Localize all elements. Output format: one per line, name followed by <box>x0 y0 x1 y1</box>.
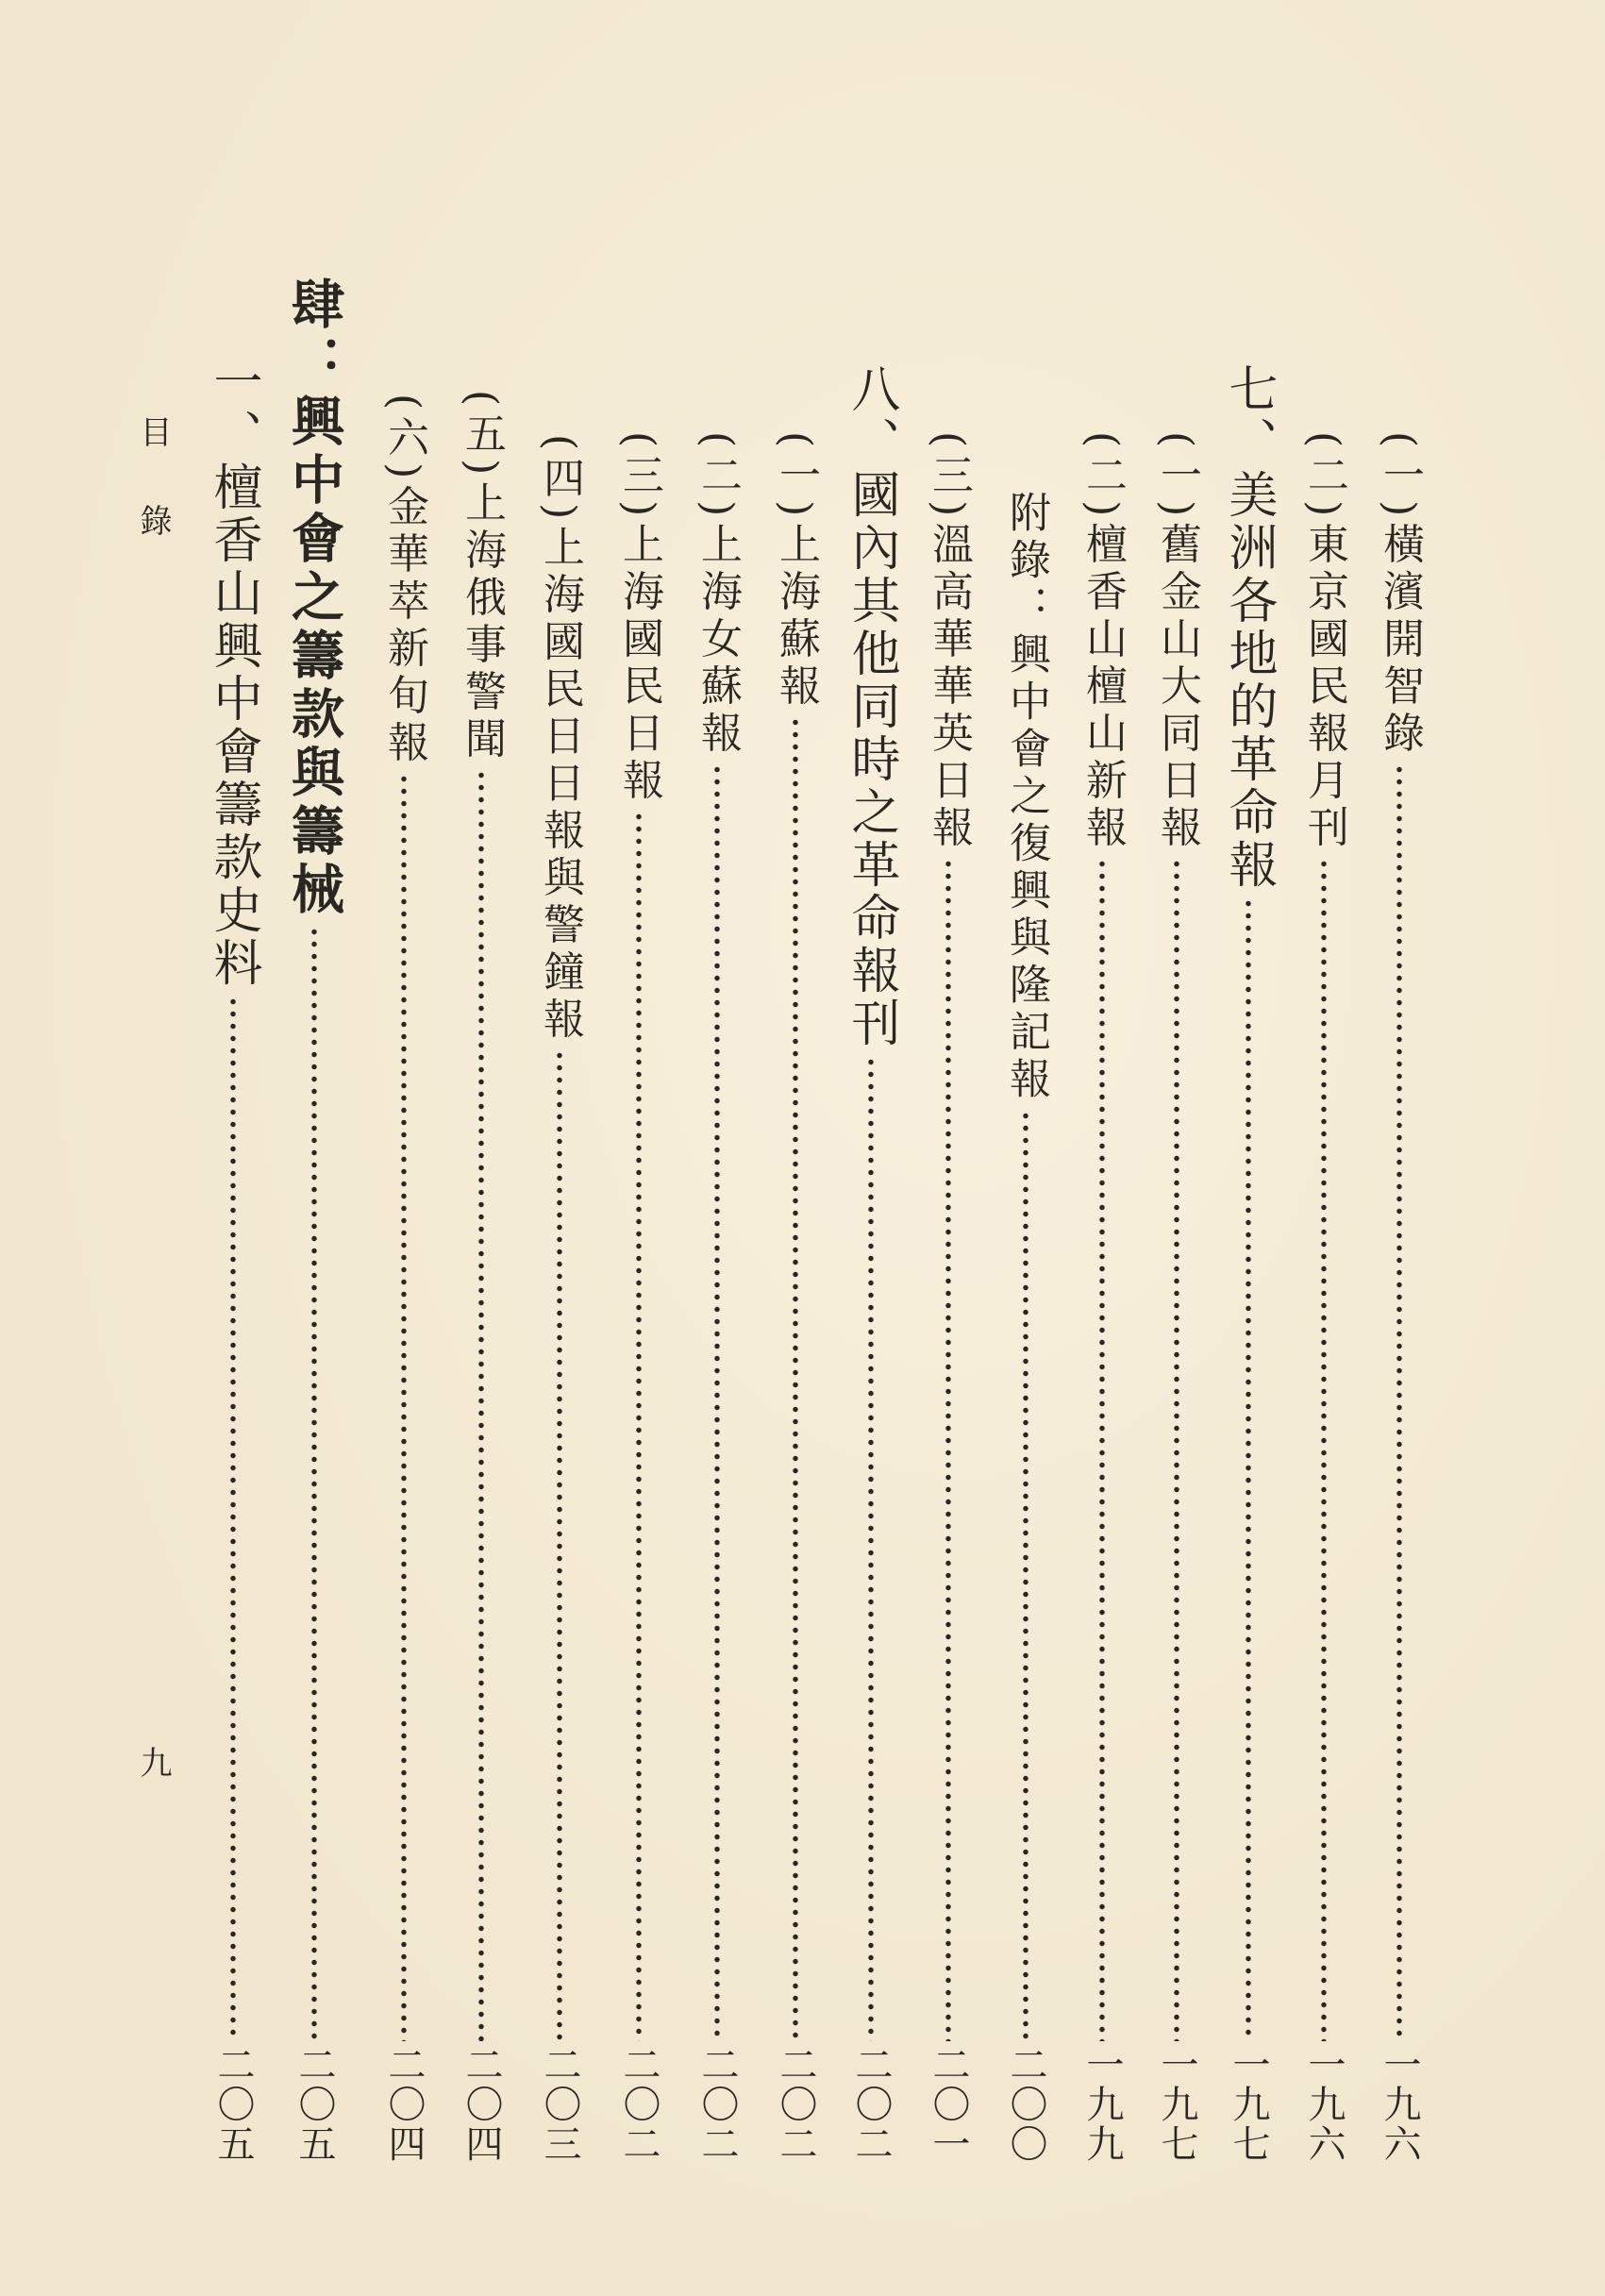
dot-leader <box>789 716 802 2041</box>
entry-label: (五)上海俄事警聞 <box>458 390 506 764</box>
dot-leader <box>553 1049 566 2041</box>
toc-entry <box>1148 431 1205 2164</box>
toc-entry <box>453 390 510 2164</box>
toc-entry <box>689 431 745 2164</box>
entry-page: 二〇三 <box>538 2045 581 2164</box>
entry-page: 二〇二 <box>774 2045 817 2164</box>
entry-page: 一九六 <box>1302 2045 1346 2164</box>
entry-label: (二)檀香山檀山新報 <box>1078 431 1127 853</box>
dot-leader <box>1095 858 1109 2041</box>
toc-entry <box>610 431 667 2164</box>
entry-label: (二)上海女蘇報 <box>694 431 742 759</box>
entry-page: 二〇四 <box>460 2045 503 2164</box>
dot-leader <box>1170 858 1183 2041</box>
entry-page: 一九六 <box>1378 2045 1421 2164</box>
dot-leader <box>942 858 955 2041</box>
toc-heading <box>1220 363 1277 2164</box>
toc-heading <box>843 363 899 2164</box>
entry-page: 一九七 <box>1227 2045 1270 2164</box>
dot-leader <box>308 926 321 2041</box>
entry-label: 八、國內其他同時之革命報刊 <box>843 363 899 1050</box>
entry-page: 一九七 <box>1155 2045 1198 2164</box>
dot-leader <box>475 769 488 2041</box>
folio-page-number: 九 <box>134 1746 172 1778</box>
dot-leader <box>1019 1110 1032 2041</box>
entry-page: 二〇五 <box>211 2045 255 2164</box>
dot-leader <box>1317 858 1330 2041</box>
dot-leader <box>864 1056 878 2041</box>
entry-label: 附錄：興中會之復興與隆記報 <box>1002 491 1050 1104</box>
entry-page: 二〇二 <box>695 2045 739 2164</box>
entry-label: (六)金華萃新旬報 <box>380 394 428 768</box>
running-head: 目錄 <box>134 415 172 593</box>
entry-label: (一)舊金山大同日報 <box>1153 431 1201 853</box>
dot-leader <box>1242 897 1255 2041</box>
toc-entry <box>531 434 588 2164</box>
entry-page: 二〇四 <box>382 2045 426 2164</box>
toc-entry-appendix <box>997 491 1054 2164</box>
toc-heading <box>205 356 261 2164</box>
toc-entry <box>1296 431 1352 2164</box>
entry-page: 一九九 <box>1080 2045 1124 2164</box>
toc-entry <box>767 431 824 2164</box>
dot-leader <box>711 763 724 2041</box>
toc-entry <box>920 431 977 2164</box>
entry-label: 肆：興中會之籌款與籌械 <box>283 277 345 920</box>
toc-entry <box>376 394 432 2164</box>
entry-label: (一)橫濱開智錄 <box>1376 431 1424 759</box>
entry-label: (四)上海國民日日報與警鐘報 <box>536 434 584 1045</box>
toc-entry <box>1371 431 1428 2164</box>
dot-leader <box>1393 763 1406 2041</box>
entry-page: 二〇五 <box>293 2045 336 2164</box>
entry-label: 七、美洲各地的革命報 <box>1220 363 1277 892</box>
toc-part-heading <box>283 277 345 2164</box>
entry-label: (一)上海蘇報 <box>772 431 820 712</box>
entry-page: 二〇一 <box>927 2045 970 2164</box>
entry-label: (三)上海國民日報 <box>615 431 663 806</box>
dot-leader <box>397 773 410 2041</box>
entry-page: 二〇二 <box>849 2045 893 2164</box>
entry-page: 二〇〇 <box>1004 2045 1047 2164</box>
entry-label: (三)溫高華華英日報 <box>925 431 973 853</box>
dot-leader <box>632 811 645 2041</box>
entry-page: 二〇二 <box>617 2045 660 2164</box>
entry-label: 一、檀香山興中會籌款史料 <box>205 356 261 990</box>
dot-leader <box>226 996 240 2041</box>
entry-label: (二)東京國民報月刊 <box>1300 431 1348 853</box>
toc-entry <box>1074 431 1130 2164</box>
